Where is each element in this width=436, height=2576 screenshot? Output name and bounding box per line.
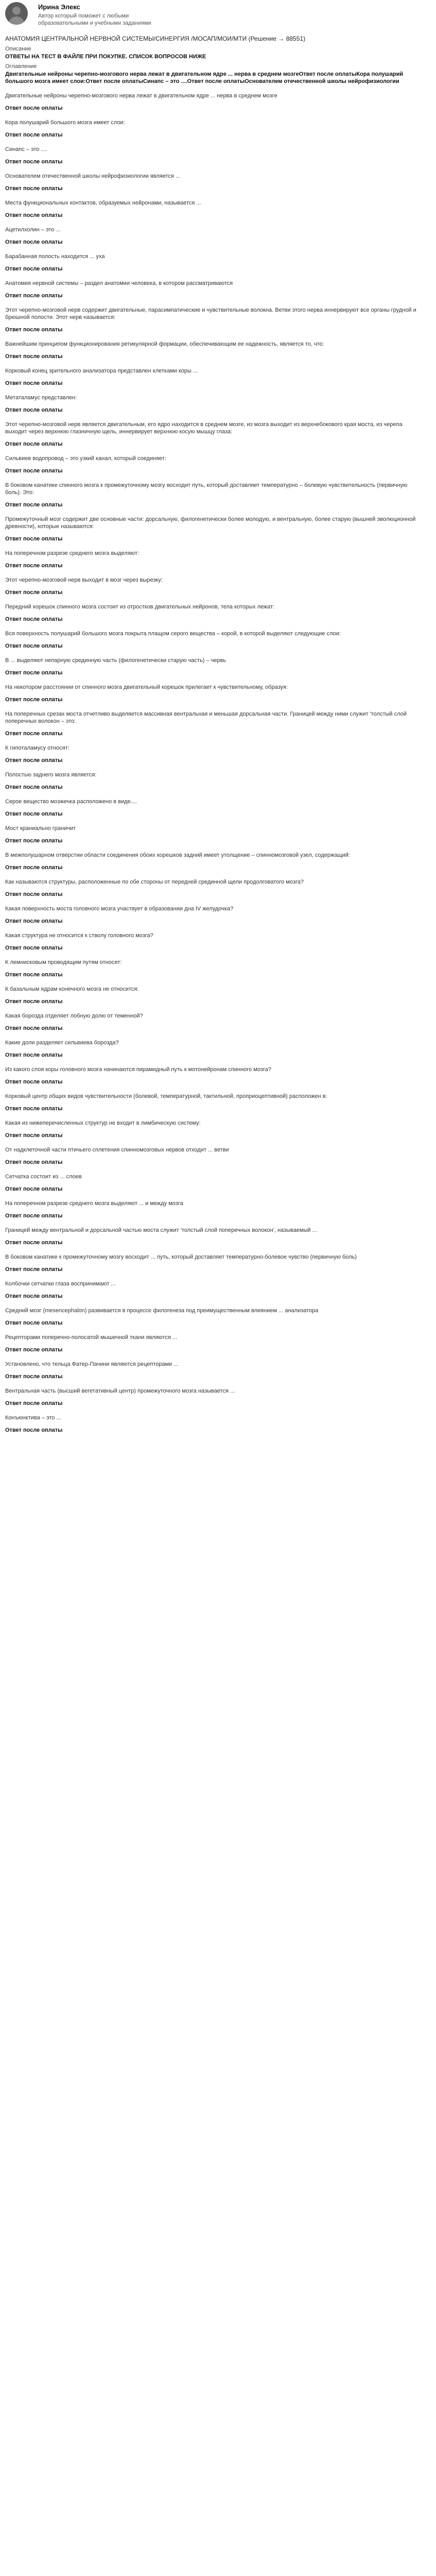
answer-placeholder: Ответ после оплаты	[5, 998, 63, 1005]
answer-placeholder: Ответ после оплаты	[5, 1213, 63, 1219]
answer-placeholder: Ответ после оплаты	[5, 1374, 63, 1380]
toc-text: Двигательные нейроны черепно-мозгового нерва лежат в двигательном ядре ... нерва в среднем мозгеОтвет после оплатыКора полушарий большого мозга имеет слои:Ответ после оплатыСинапс – это ....Ответ после оплатыОснователем отечественной школы нейрофизиологии	[5, 71, 404, 84]
question-text: Серое вещество мозжечка расположено в виде....	[5, 799, 137, 805]
answer-placeholder: Ответ после оплаты	[5, 1132, 63, 1139]
question-item	[5, 1039, 421, 1059]
question-text: Анатомия нервной системы – раздел анатомии человека, в котором рассматриваются	[5, 280, 233, 286]
answer-placeholder: Ответ после оплаты	[5, 1159, 63, 1165]
question-item	[5, 630, 421, 650]
question-text: Основателем отечественной школы нейрофизиологии является ...	[5, 173, 181, 179]
answer-placeholder: Ответ после оплаты	[5, 293, 63, 299]
answer-placeholder: Ответ после оплаты	[5, 239, 63, 245]
question-item	[5, 1012, 421, 1032]
question-item	[5, 1334, 421, 1353]
question-item	[5, 603, 421, 623]
question-item	[5, 1387, 421, 1407]
question-item	[5, 1173, 421, 1193]
question-text: Корковый конец зрительного анализатора представлен клетками коры ...	[5, 368, 198, 374]
question-text: Какая поверхность моста головного мозга участвует в образовании дна IV желудочка?	[5, 906, 234, 912]
question-text: Вся поверхность полушарий большого мозга покрыта плащом серого вещества – корой, в которой выделяют следующие слои:	[5, 631, 341, 637]
question-text: Кора полушарий большого мозга имеет слои:	[5, 120, 125, 126]
answer-placeholder: Ответ после оплаты	[5, 353, 63, 360]
author-header	[5, 0, 421, 32]
answer-placeholder: Ответ после оплаты	[5, 1079, 63, 1085]
question-text: Конъюнктива – это ...	[5, 1415, 61, 1421]
question-item	[5, 394, 421, 414]
question-text: На поперечном разрезе среднего мозга выделяют:	[5, 550, 139, 556]
question-text: На поперечном разрезе среднего мозга выделяют ... и между мозга	[5, 1200, 183, 1207]
question-item	[5, 1280, 421, 1300]
question-text: Барабанная полость находится ... уха	[5, 253, 105, 260]
question-text: Границей между вентральной и дорсальной частью моста служит 'толстый слой поперечных волокон', называемый ...	[5, 1227, 317, 1233]
answer-placeholder: Ответ после оплаты	[5, 159, 63, 165]
answer-placeholder: Ответ после оплаты	[5, 1025, 63, 1031]
answer-placeholder: Ответ после оплаты	[5, 468, 63, 474]
question-text: Из какого слоя коры головного мозга начинаются пирамидный путь к мотонейронам спинного мозга?	[5, 1066, 271, 1073]
author-info	[38, 2, 162, 27]
question-text: Сильвиев водопровод – это узкий канал, который соединяет:	[5, 455, 166, 462]
question-text: На поперечных срезах моста отчетливо выделяется массивная вентральная и меньшая дорсальная части. Границей между ними служит 'толстый слой поперечных волокон – это:	[5, 711, 407, 724]
answer-placeholder: Ответ после оплаты	[5, 380, 63, 386]
answer-placeholder: Ответ после оплаты	[5, 643, 63, 649]
answer-placeholder: Ответ после оплаты	[5, 589, 63, 596]
question-text: На некотором расстоянии от спинного мозга двигательный корешок прилегает к чувствительному, образуя:	[5, 684, 288, 690]
question-item	[5, 905, 421, 925]
question-item	[5, 550, 421, 569]
author-description: Автор который поможет с любыми образовательными и учебными заданиями	[38, 13, 151, 26]
answer-placeholder: Ответ после оплаты	[5, 918, 63, 924]
question-text: Рецепторами поперечно-полосатой мышечной ткани являются ...	[5, 1334, 178, 1341]
question-item	[5, 1146, 421, 1166]
question-text: Этот черепно-мозговой нерв является двигательным, его ядро находится в среднем мозге, из мозга выходит из верхнебокового края моста, из черепа выходит через верхнюю глазничную щель, иннервирует верхнюю косую мышцу глаза:	[5, 421, 403, 435]
answer-placeholder: Ответ после оплаты	[5, 891, 63, 897]
answer-placeholder: Ответ после оплаты	[5, 441, 63, 447]
answer-placeholder: Ответ после оплаты	[5, 697, 63, 703]
question-text: Какая борозда отделяет лобную долю от теменной?	[5, 1013, 143, 1019]
question-text: Синапс – это ....	[5, 146, 47, 152]
question-item	[5, 932, 421, 952]
question-text: В боковом канатике спинного мозга к промежуточному мозгу восходит путь, который доставляет температурно – болевую чувствительность (первичную боль). Это:	[5, 482, 408, 496]
answer-placeholder: Ответ после оплаты	[5, 838, 63, 844]
answer-placeholder: Ответ после оплаты	[5, 1320, 63, 1326]
answer-placeholder: Ответ после оплаты	[5, 757, 63, 764]
answer-placeholder: Ответ после оплаты	[5, 212, 63, 218]
question-text: В ... выделяют непарную срединную часть (филогенетически старую часть) – червь	[5, 657, 226, 664]
answer-placeholder: Ответ после оплаты	[5, 1266, 63, 1273]
question-item	[5, 199, 421, 219]
question-text: Полостью заднего мозга является:	[5, 772, 97, 778]
answer-placeholder: Ответ после оплаты	[5, 1347, 63, 1353]
answer-placeholder: Ответ после оплаты	[5, 407, 63, 413]
question-item	[5, 1066, 421, 1086]
question-item	[5, 771, 421, 791]
question-text: К базальным ядрам конечного мозга не относится:	[5, 986, 139, 992]
answer-placeholder: Ответ после оплаты	[5, 1293, 63, 1299]
answer-placeholder: Ответ после оплаты	[5, 1106, 63, 1112]
question-item	[5, 986, 421, 1005]
question-text: В боковом канатике к промежуточному мозгу восходит ... путь, который доставляет температурно-болевое чувство (первичную боль)	[5, 1254, 357, 1260]
question-list	[5, 92, 421, 1434]
avatar[interactable]	[5, 2, 28, 25]
question-text: Вентральная часть (высший вегетативный центр) промежуточного мозга называется ...	[5, 1388, 235, 1394]
question-item	[5, 516, 421, 543]
question-item	[5, 421, 421, 448]
question-text: Мост краниально граничит	[5, 825, 76, 832]
question-item	[5, 367, 421, 387]
question-item	[5, 1200, 421, 1219]
description-label: Описание	[5, 46, 31, 52]
answer-placeholder: Ответ после оплаты	[5, 327, 63, 333]
answer-placeholder: Ответ после оплаты	[5, 105, 63, 111]
question-text: В межполушарном отверстии области соединения обоих корешков задний имеет утолщение – спинномозговой узел, содержащий:	[5, 852, 350, 858]
question-item	[5, 307, 421, 333]
question-item	[5, 482, 421, 509]
answer-placeholder: Ответ после оплаты	[5, 1240, 63, 1246]
answer-placeholder: Ответ после оплаты	[5, 1186, 63, 1192]
question-item	[5, 744, 421, 764]
question-item	[5, 710, 421, 737]
question-text: Места функциональных контактов, образуемых нейронами, называется ...	[5, 200, 201, 206]
question-text: Метаталамус представлен:	[5, 395, 77, 401]
question-text: Какая структура не относится к стволу головного мозга?	[5, 933, 153, 939]
question-item	[5, 684, 421, 703]
question-item	[5, 825, 421, 844]
answer-placeholder: Ответ после оплаты	[5, 1427, 63, 1433]
answer-placeholder: Ответ после оплаты	[5, 1400, 63, 1406]
question-item	[5, 1307, 421, 1327]
question-item	[5, 92, 421, 112]
question-item	[5, 455, 421, 474]
question-text: Средний мозг (mesencephalon) развивается в процессе филогенеза под преимущественным влиянием ... анализатора	[5, 1308, 319, 1314]
answer-placeholder: Ответ после оплаты	[5, 616, 63, 622]
answer-placeholder: Ответ после оплаты	[5, 865, 63, 871]
question-item	[5, 173, 421, 192]
question-text: Двигательные нейроны черепно-мозгового нерва лежат в двигательном ядре ... нерва в среднем мозге	[5, 93, 277, 99]
question-text: Колбочки сетчатки глаза воспринимают ...	[5, 1281, 116, 1287]
question-item	[5, 146, 421, 165]
question-item	[5, 1120, 421, 1139]
question-item	[5, 1093, 421, 1112]
toc-label: Оглавление	[5, 63, 37, 70]
document-title: АНАТОМИЯ ЦЕНТРАЛЬНОЙ НЕРВНОЙ СИСТЕМЫ/СИНЕРГИЯ /МОСАП/МОИ/МТИ (Решение → 88551)	[5, 35, 306, 42]
question-text: Сетчатка состоит из ... слоев	[5, 1174, 82, 1180]
question-text: Этот черепно-мозговой нерв содержит двигательные, парасимпатические и чувствительные волокна. Ветви этого нерва иннервируют все органы грудной и брюшной полости. Этот нерв называется:	[5, 307, 416, 320]
question-item	[5, 1253, 421, 1273]
question-text: Передний корешок спинного мозга состоит из отростков двигательных нейронов, тела которых лежат:	[5, 604, 275, 610]
question-item	[5, 253, 421, 273]
intro-line: ОТВЕТЫ НА ТЕСТ В ФАЙЛЕ ПРИ ПОКУПКЕ. СПИСОК ВОПРОСОВ НИЖЕ	[5, 54, 206, 60]
question-item	[5, 878, 421, 898]
question-text: Этот черепно-мозговой нерв выходит в мозг через вырезку:	[5, 577, 163, 583]
question-text: К гипоталамусу относят:	[5, 745, 69, 751]
answer-placeholder: Ответ после оплаты	[5, 972, 63, 978]
answer-placeholder: Ответ после оплаты	[5, 536, 63, 542]
question-item	[5, 1227, 421, 1246]
answer-placeholder: Ответ после оплаты	[5, 563, 63, 569]
question-text: Какие доли разделяет сильвиева борозда?	[5, 1040, 119, 1046]
question-item	[5, 852, 421, 871]
question-text: Как называются структуры, расположенные по обе стороны от передней срединной щели продолговатого мозга?	[5, 879, 304, 885]
question-item	[5, 1361, 421, 1380]
question-item	[5, 280, 421, 299]
question-text: Ацетилхолин – это ...	[5, 227, 61, 233]
answer-placeholder: Ответ после оплаты	[5, 1052, 63, 1058]
answer-placeholder: Ответ после оплаты	[5, 502, 63, 508]
question-item	[5, 119, 421, 139]
answer-placeholder: Ответ после оплаты	[5, 784, 63, 790]
answer-placeholder: Ответ после оплаты	[5, 811, 63, 817]
answer-placeholder: Ответ после оплаты	[5, 670, 63, 676]
question-item	[5, 959, 421, 978]
question-item	[5, 226, 421, 246]
answer-placeholder: Ответ после оплаты	[5, 185, 63, 192]
question-item	[5, 798, 421, 818]
question-item	[5, 657, 421, 676]
question-item	[5, 1414, 421, 1434]
question-text: К лемнисковым проводящим путям относят:	[5, 959, 122, 965]
author-name[interactable]: Ирина Элекс	[38, 3, 80, 11]
question-text: Важнейшим принципом функционирования ретикулярной формации, обеспечивающим ее надежность, является то, что:	[5, 341, 324, 347]
answer-placeholder: Ответ после оплаты	[5, 731, 63, 737]
answer-placeholder: Ответ после оплаты	[5, 266, 63, 272]
question-text: От надклеточной части птичьего сплетения спинномозговых нервов отходит ... ветви	[5, 1147, 229, 1153]
question-text: Промежуточный мозг содержит две основные части: дорсальную, филогенетически более молодую, и вентральную, более старую (вышней эволюционной древности), которые называются:	[5, 516, 416, 530]
answer-placeholder: Ответ после оплаты	[5, 132, 63, 138]
question-item	[5, 577, 421, 596]
answer-placeholder: Ответ после оплаты	[5, 945, 63, 951]
question-text: Корковый центр общих видов чувствительности (болевой, температурной, тактильной, проприоцептивной) расположен в:	[5, 1093, 327, 1099]
question-item	[5, 341, 421, 360]
question-text: Какая из нижеперечисленных структур не входит в лимбическую систему:	[5, 1120, 201, 1126]
question-text: Установлено, что тельца Фатер-Пачини являются рецепторами ...	[5, 1361, 179, 1367]
